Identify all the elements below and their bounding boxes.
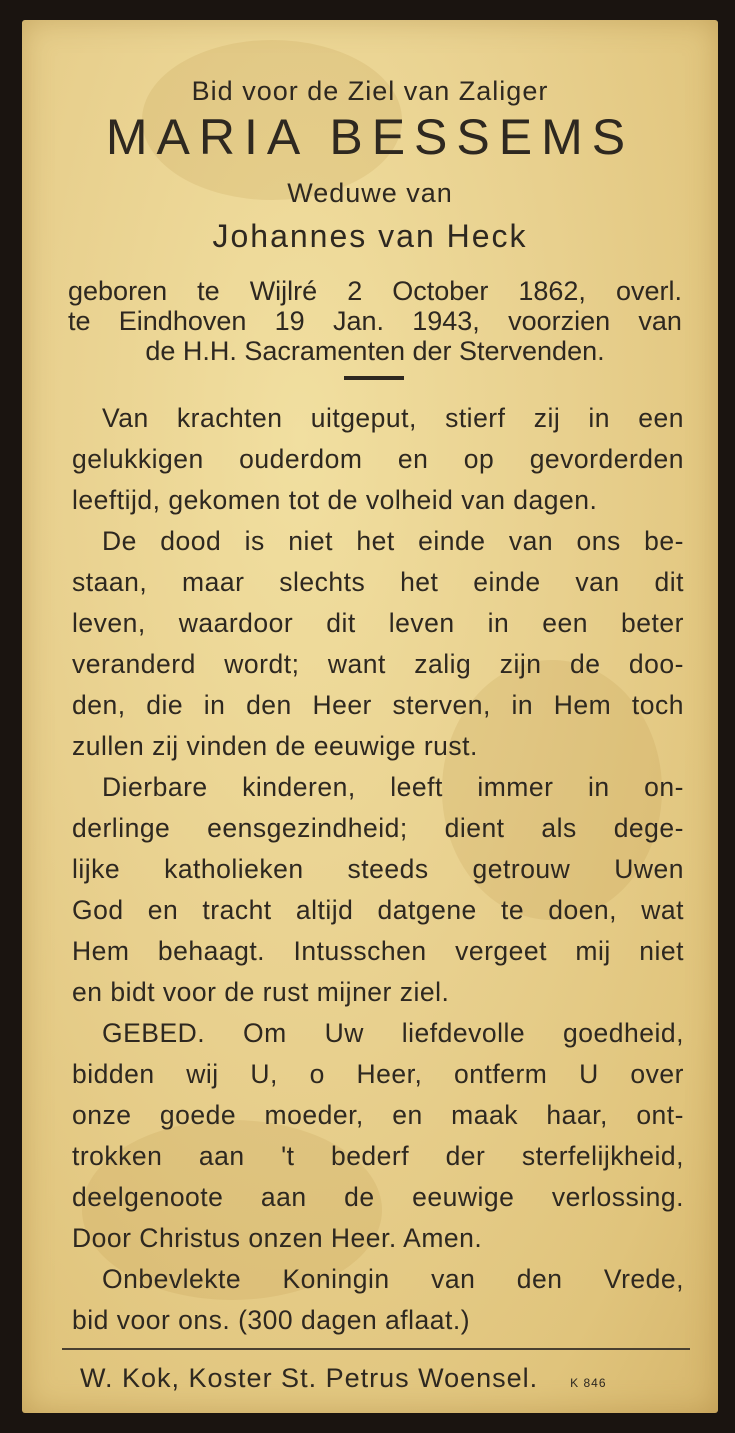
divider	[344, 376, 404, 380]
printer-credit: W. Kok, Koster St. Petrus Woensel.	[80, 1363, 539, 1393]
footer-divider	[62, 1348, 690, 1350]
text-line: GEBED. Om Uw liefdevolle goedheid,	[102, 1018, 684, 1048]
text-line: deelgenoote aan de eeuwige verlossing.	[72, 1182, 684, 1212]
text-line: leven, waardoor dit leven in een beter	[72, 608, 684, 638]
text-line: De dood is niet het einde van ons be-	[102, 526, 684, 556]
deceased-name: MARIA BESSEMS	[105, 109, 635, 165]
text-line: en bidt voor de rust mijner ziel.	[72, 977, 450, 1007]
print-code: K 846	[570, 1376, 607, 1390]
text-line: derlinge eensgezindheid; dient als dege-	[72, 813, 684, 843]
printer-footer	[80, 1363, 680, 1394]
memorial-card	[22, 20, 718, 1413]
text-line: Van krachten uitgeput, stierf zij in een	[102, 403, 684, 433]
text-line: Onbevlekte Koningin van den Vrede,	[102, 1264, 684, 1294]
text-line: zullen zij vinden de eeuwige rust.	[72, 731, 478, 761]
prayer-text	[72, 398, 684, 1341]
bio-line: te Eindhoven 19 Jan. 1943, voorzien van	[68, 306, 682, 336]
biography	[68, 276, 682, 366]
widow-of-label: Weduwe van	[287, 178, 453, 208]
text-line: veranderd wordt; want zalig zijn de doo-	[72, 649, 684, 679]
text-line: Hem behaagt. Intusschen vergeet mij niet	[72, 936, 684, 966]
text-line: God en tracht altijd datgene te doen, wat	[72, 895, 684, 925]
text-line: trokken aan 't bederf der sterfelijkheid,	[72, 1141, 684, 1171]
text-line: onze goede moeder, en maak haar, ont-	[72, 1100, 684, 1130]
intro-line: Bid voor de Ziel van Zaliger	[191, 76, 549, 106]
text-line: Dierbare kinderen, leeft immer in on-	[102, 772, 684, 802]
text-line: lijke katholieken steeds getrouw Uwen	[72, 854, 684, 884]
text-line: bid voor ons. (300 dagen aflaat.)	[72, 1305, 471, 1335]
text-line: Door Christus onzen Heer. Amen.	[72, 1223, 483, 1253]
text-line: leeftijd, gekomen tot de volheid van dagen.	[72, 485, 598, 515]
bio-line: geboren te Wijlré 2 October 1862, overl.	[68, 276, 682, 306]
bio-line: de H.H. Sacramenten der Stervenden.	[145, 336, 605, 366]
text-line: staan, maar slechts het einde van dit	[72, 567, 684, 597]
text-line: gelukkigen ouderdom en op gevorderden	[72, 444, 684, 474]
text-line: den, die in den Heer sterven, in Hem toch	[72, 690, 684, 720]
husband-name: Johannes van Heck	[212, 218, 528, 254]
text-line: bidden wij U, o Heer, ontferm U over	[72, 1059, 684, 1089]
